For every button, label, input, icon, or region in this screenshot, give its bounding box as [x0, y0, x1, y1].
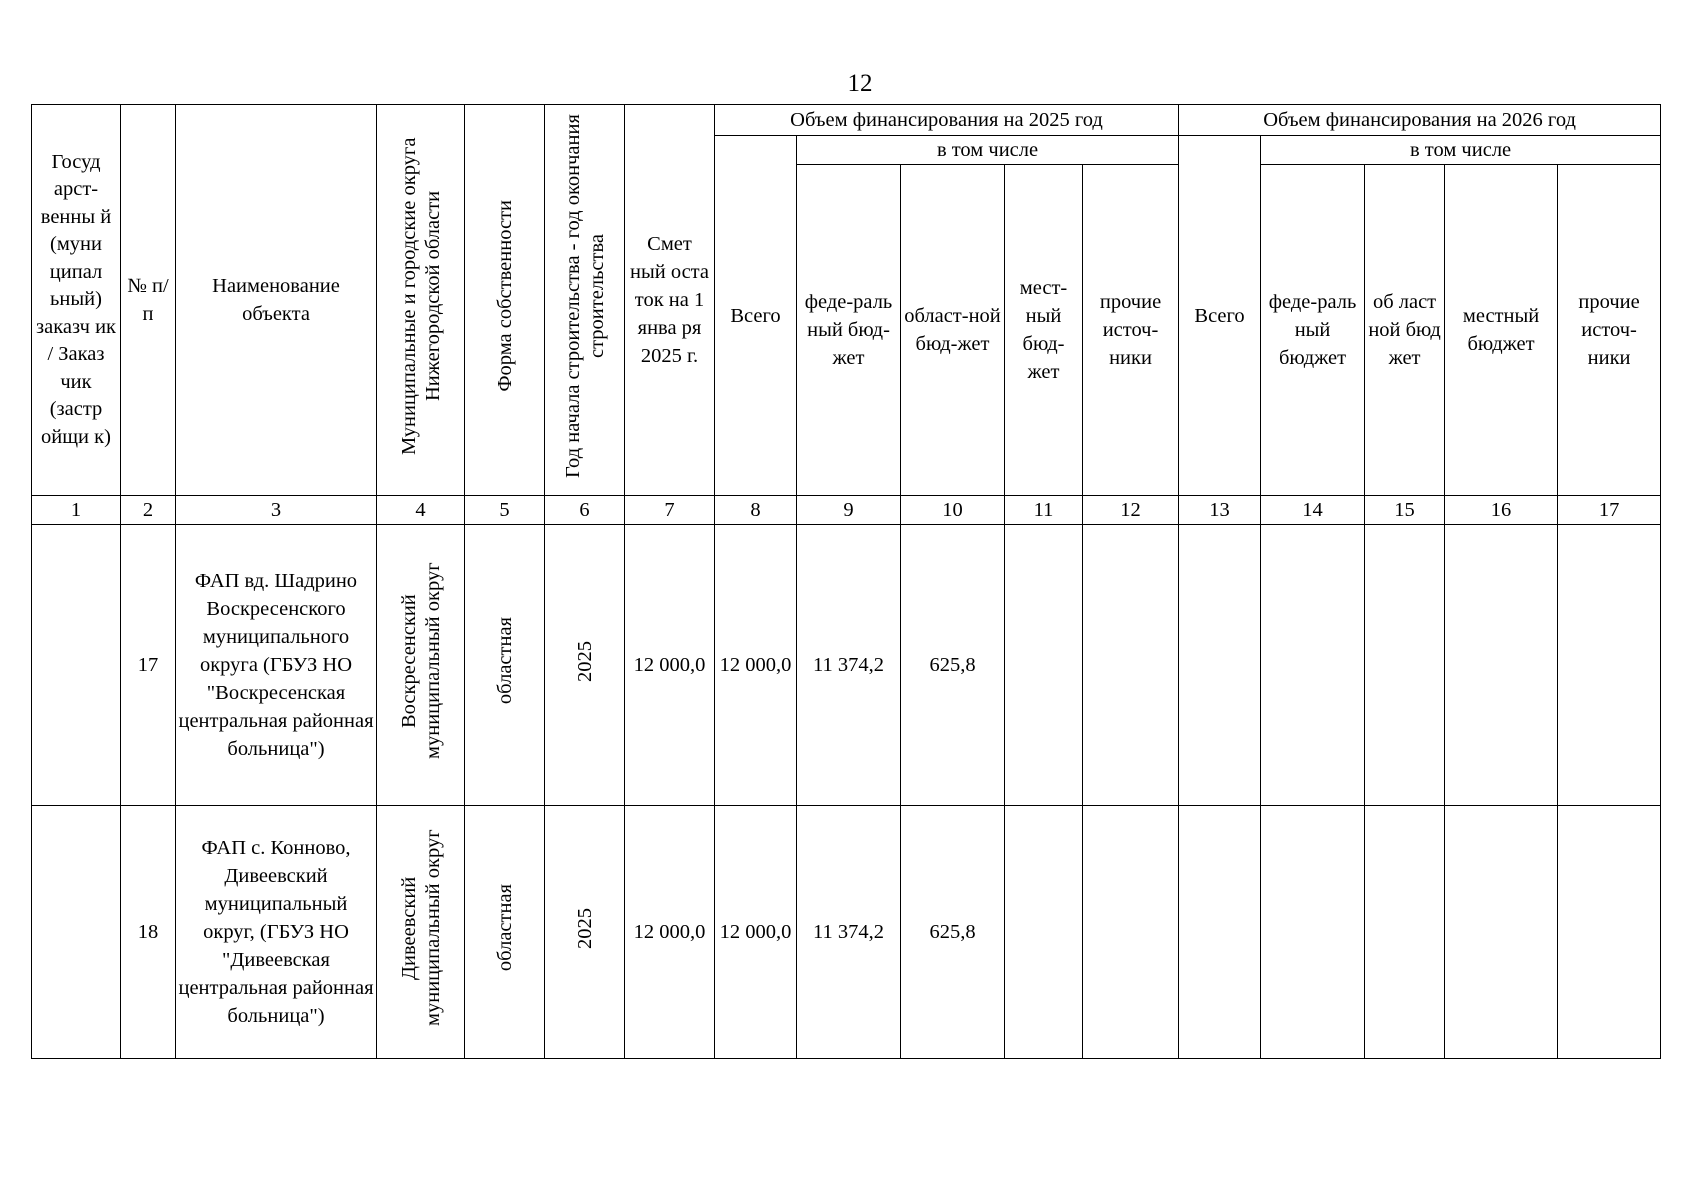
header-municipal: [377, 105, 465, 496]
cell-reg-2025: 625,8: [901, 806, 1005, 1059]
column-number: 17: [1558, 496, 1661, 525]
column-number: 3: [176, 496, 377, 525]
header-estimate: Смет ный оста ток на 1 янва ря 2025 г.: [625, 105, 715, 496]
cell-municipal: [377, 525, 465, 806]
header-loc-2025: мест-ный бюд-жет: [1005, 165, 1083, 496]
cell-loc-2025: [1005, 525, 1083, 806]
cell-other-2025: [1083, 806, 1179, 1059]
cell-municipal-text: Дивеевский муниципальный округ: [397, 829, 444, 1027]
column-number: 1: [32, 496, 121, 525]
header-customer: Госуд арст-венны й (муни ципал ьный) заказч ик / Заказ чик (застр ойщи к): [32, 105, 121, 496]
cell-loc-2026: [1445, 806, 1558, 1059]
cell-ownership-text: областная: [493, 884, 516, 972]
cell-ownership: [465, 806, 545, 1059]
header-group-2026: Объем финансирования на 2026 год: [1179, 105, 1661, 136]
header-total-2026: Всего: [1179, 136, 1261, 496]
column-number: 9: [797, 496, 901, 525]
cell-years: [545, 525, 625, 806]
header-ownership: [465, 105, 545, 496]
header-loc-2026: местный бюджет: [1445, 165, 1558, 496]
header-including-2026: в том числе: [1261, 136, 1661, 165]
header-group-row: [32, 105, 1661, 136]
cell-loc-2026: [1445, 525, 1558, 806]
table-row: [32, 806, 1661, 1059]
cell-object-name: ФАП вд. Шадрино Воскресенского муниципального округа (ГБУЗ НО "Воскресенская центральная районная больница"): [176, 525, 377, 806]
cell-total-2025: 12 000,0: [715, 806, 797, 1059]
cell-municipal: [377, 806, 465, 1059]
cell-other-2025: [1083, 525, 1179, 806]
cell-municipal-text: Воскресенский муниципальный округ: [397, 562, 444, 760]
header-years: [545, 105, 625, 496]
table-row: [32, 525, 1661, 806]
cell-reg-2025: 625,8: [901, 525, 1005, 806]
cell-years-text: 2025: [573, 640, 596, 682]
column-number: 15: [1365, 496, 1445, 525]
cell-other-2026: [1558, 806, 1661, 1059]
cell-years-text: 2025: [573, 907, 596, 949]
cell-estimate: 12 000,0: [625, 525, 715, 806]
cell-total-2026: [1179, 806, 1261, 1059]
column-number: 2: [121, 496, 176, 525]
column-number: 8: [715, 496, 797, 525]
header-other-2025: прочие источ-ники: [1083, 165, 1179, 496]
header-num: № п/п: [121, 105, 176, 496]
cell-total-2025: 12 000,0: [715, 525, 797, 806]
cell-customer: [32, 806, 121, 1059]
column-number: 10: [901, 496, 1005, 525]
cell-fed-2025: 11 374,2: [797, 806, 901, 1059]
column-number: 5: [465, 496, 545, 525]
cell-num: 18: [121, 806, 176, 1059]
column-number: 16: [1445, 496, 1558, 525]
cell-fed-2026: [1261, 806, 1365, 1059]
column-number: 7: [625, 496, 715, 525]
header-fed-2026: феде-раль ный бюджет: [1261, 165, 1365, 496]
cell-reg-2026: [1365, 806, 1445, 1059]
column-number: 11: [1005, 496, 1083, 525]
cell-years: [545, 806, 625, 1059]
header-other-2026: прочие источ-ники: [1558, 165, 1661, 496]
cell-fed-2025: 11 374,2: [797, 525, 901, 806]
header-total-2025: Всего: [715, 136, 797, 496]
header-ownership-text: Форма собственности: [493, 200, 516, 392]
cell-object-name: ФАП с. Конново, Дивеевский муниципальный округ, (ГБУЗ НО "Дивеевская центральная районная больница"): [176, 806, 377, 1059]
column-number: 14: [1261, 496, 1365, 525]
cell-ownership: [465, 525, 545, 806]
header-including-2025: в том числе: [797, 136, 1179, 165]
header-reg-2025: област-ной бюд-жет: [901, 165, 1005, 496]
cell-estimate: 12 000,0: [625, 806, 715, 1059]
column-number-row: [32, 496, 1661, 525]
column-number: 13: [1179, 496, 1261, 525]
header-years-text: Год начала строительства - год окончания строительства: [561, 114, 608, 478]
cell-fed-2026: [1261, 525, 1365, 806]
cell-other-2026: [1558, 525, 1661, 806]
column-number: 12: [1083, 496, 1179, 525]
column-number: 6: [545, 496, 625, 525]
cell-num: 17: [121, 525, 176, 806]
cell-ownership-text: областная: [493, 617, 516, 705]
column-number: 4: [377, 496, 465, 525]
page-number: 12: [847, 70, 873, 97]
cell-reg-2026: [1365, 525, 1445, 806]
header-municipal-text: Муниципальные и городские округа Нижегородской области: [397, 137, 444, 455]
cell-total-2026: [1179, 525, 1261, 806]
header-fed-2025: феде-раль ный бюд-жет: [797, 165, 901, 496]
cell-loc-2025: [1005, 806, 1083, 1059]
header-group-2025: Объем финансирования на 2025 год: [715, 105, 1179, 136]
header-reg-2026: об ласт ной бюд жет: [1365, 165, 1445, 496]
financing-table: [31, 104, 1661, 1059]
header-object-name: Наименование объекта: [176, 105, 377, 496]
cell-customer: [32, 525, 121, 806]
